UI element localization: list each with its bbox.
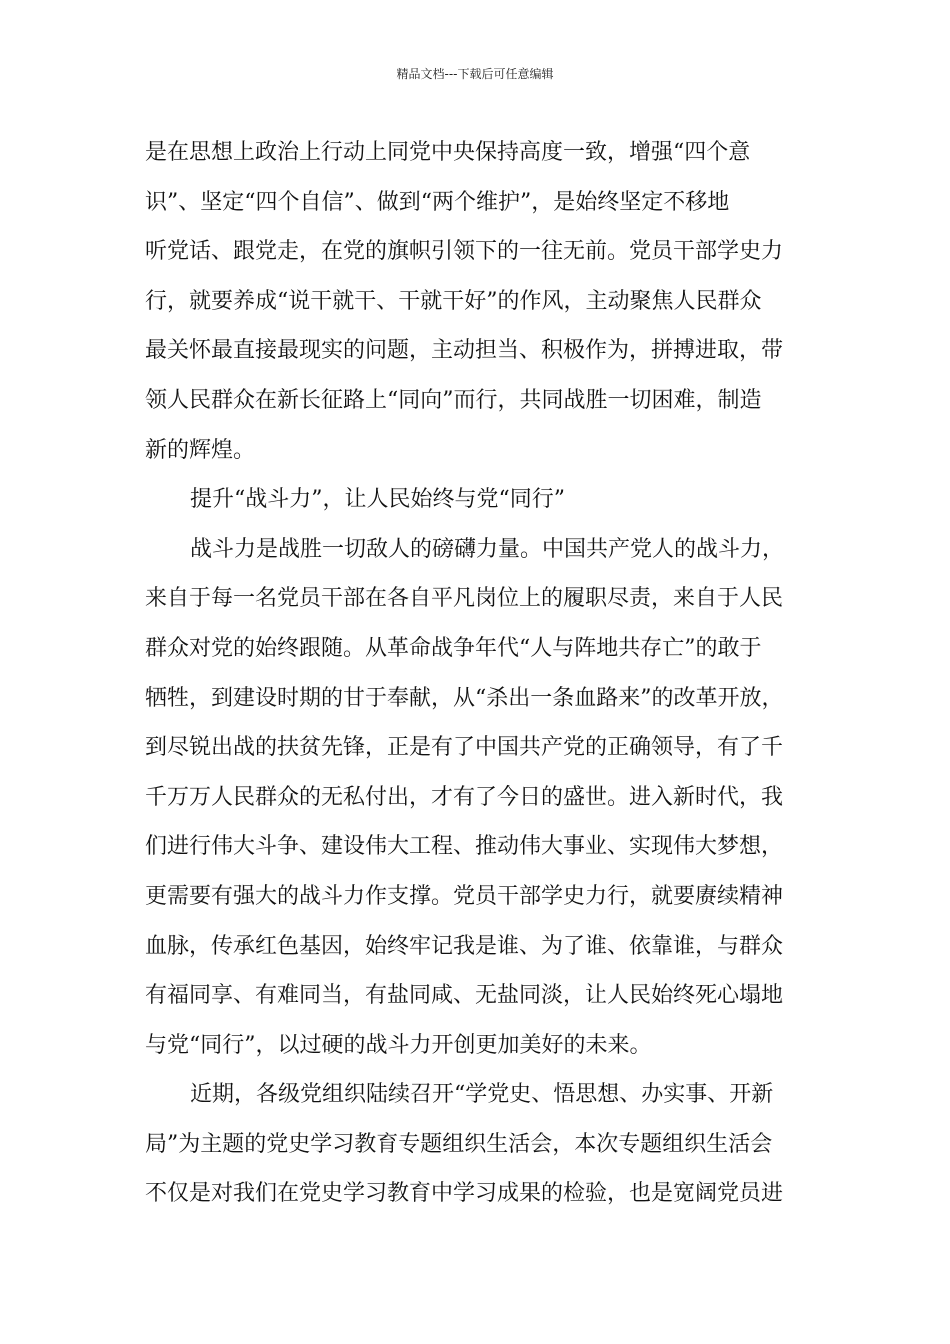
text-line-7: 新的辉煌。	[145, 437, 256, 463]
text-line-9: 战斗力是战胜一切敌人的磅礴力量。中国共产党人的战斗力，	[190, 536, 785, 562]
text-line-19: 与党“同行”，以过硬的战斗力开创更加美好的未来。	[145, 1032, 652, 1058]
text-line-12: 牺牲，到建设时期的甘于奉献，从“杀出一条血路来”的改革开放，	[145, 685, 784, 711]
text-line-4: 行，就要养成“说干就干、干就干好”的作风，主动聚焦人民群众	[145, 288, 762, 314]
text-line-3: 听党话、跟党走，在党的旗帜引领下的一往无前。党员干部学史力	[145, 239, 784, 265]
text-line-6: 领人民群众在新长征路上“同向”而行，共同战胜一切困难，制造	[145, 387, 762, 413]
text-line-17: 血脉，传承红色基因，始终牢记我是谁、为了谁、依靠谁，与群众	[145, 933, 784, 959]
text-line-13: 到尽锐出战的扶贫先锋，正是有了中国共产党的正确领导，有了千	[145, 735, 784, 761]
text-line-2: 识”、坚定“四个自信”、做到“两个维护”，是始终坚定不移地	[145, 189, 730, 215]
text-line-15: 们进行伟大斗争、建设伟大工程、推动伟大事业、实现伟大梦想，	[145, 834, 784, 860]
text-line-20: 近期，各级党组织陆续召开“学党史、悟思想、办实事、开新	[190, 1082, 774, 1108]
text-line-16: 更需要有强大的战斗力作支撑。党员干部学史力行，就要赓续精神	[145, 883, 784, 909]
page-header-note: 精品文档---下载后可任意编辑	[396, 67, 554, 81]
section-heading: 提升“战斗力”，让人民始终与党“同行”	[190, 487, 565, 513]
text-line-5: 最关怀最直接最现实的问题，主动担当、积极作为，拼搏进取，带	[145, 338, 784, 364]
text-line-22: 不仅是对我们在党史学习教育中学习成果的检验，也是宽阔党员进	[145, 1181, 784, 1207]
text-line-1: 是在思想上政治上行动上同党中央保持高度一致，增强“四个意	[145, 140, 751, 165]
text-line-10: 来自于每一名党员干部在各自平凡岗位上的履职尽责，来自于人民	[145, 586, 784, 612]
text-line-14: 千万万人民群众的无私付出，才有了今日的盛世。进入新时代，我	[145, 784, 784, 810]
text-line-21: 局”为主题的党史学习教育专题组织生活会，本次专题组织生活会	[145, 1131, 773, 1157]
text-line-11: 群众对党的始终跟随。从革命战争年代“人与阵地共存亡”的敢于	[145, 635, 762, 661]
document-body	[145, 128, 835, 1219]
text-line-18: 有福同享、有难同当，有盐同咸、无盐同淡，让人民始终死心塌地	[145, 983, 784, 1009]
